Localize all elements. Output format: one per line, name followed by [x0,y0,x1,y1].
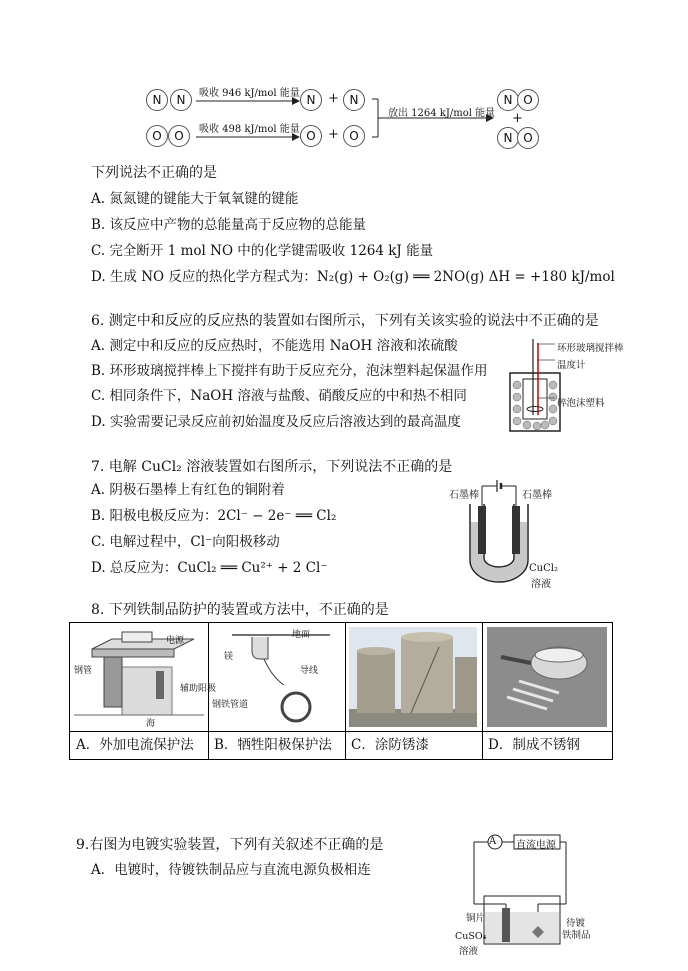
power-source-label: 直流电源 [516,840,556,851]
anode-label: 辅助阳极 [180,684,217,694]
caption-a: A．外加电流保护法 [70,731,208,759]
q8-cell-d [482,623,612,759]
label-leader-lines [537,340,557,405]
atom-o: O [517,127,539,149]
copper-label: 铜片 [466,913,486,924]
q6-option-b: B. 环形玻璃搅拌棒上下搅拌有助于反应充分，泡沫塑料起保温作用 [91,363,488,379]
pipe-label: 钢管 [74,666,93,676]
ammeter-label: A [489,836,497,847]
atom-n: N [497,89,519,111]
magnesium-label: 镁 [224,652,234,662]
solution-label: CuCl₂ [529,563,558,574]
q6-option-a: A. 测定中和反应的反应热时，不能选用 NaOH 溶液和浓硫酸 [91,338,458,354]
q7-option-a: A. 阴极石墨棒上有红色的铜附着 [91,482,285,498]
arrow-right-icon [196,133,300,141]
q7-stem: 7. 电解 CuCl₂ 溶液装置如右图所示，下列说法不正确的是 [91,459,453,475]
q8-stem: 8. 下列铁制品防护的装置或方法中，不正确的是 [91,602,389,618]
stainless-steel-photo [487,627,607,727]
q6-option-d: D. 实验需要记录反应前初始温度及反应后溶液达到的最高温度 [91,414,461,430]
plus-sign: + [512,111,523,126]
power-label: 电源 [166,636,185,646]
impressed-current-diagram [74,627,204,727]
q6-option-c: C. 相同条件下，NaOH 溶液与盐酸、硝酸反应的中和热不相同 [91,388,467,404]
caption-d: D．制成不锈钢 [482,731,612,759]
sacrificial-anode-diagram [212,627,340,727]
absorb-n2-label: 吸收 946 kJ/mol 能量 [199,88,300,99]
plus-sign: + [328,127,339,142]
q9-stem: 9.右图为电镀实验装置，下列有关叙述不正确的是 [76,837,384,853]
left-rod-label: 石墨棒 [449,490,479,501]
q9-option-a: A．电镀时，待镀铁制品应与直流电源负极相连 [91,862,371,878]
solution-label: 溶液 [459,946,479,957]
q5-option-d: D. 生成 NO 反应的热化学方程式为：N₂(g) + O₂(g) ══ 2NO(g) ΔH = +180 kJ/mol [91,269,615,285]
caption-b: B．牺牲阳极保护法 [208,731,345,759]
q6-stem: 6. 测定中和反应的反应热的装置如右图所示，下列有关该实验的说法中不正确的是 [91,313,599,329]
q5-option-b: B. 该反应中产物的总能量高于反应物的总能量 [91,217,367,233]
atom-n: N [146,89,168,111]
q5-stem: 下列说法不正确的是 [91,165,217,181]
arrow-right-icon [196,97,300,105]
atom-n: N [170,89,192,111]
plated-label-2: 铁制品 [562,930,591,941]
foam-label: 碎泡沫塑料 [557,398,605,409]
atom-n: N [343,89,365,111]
pipeline-label: 钢铁管道 [212,700,249,710]
plus-sign: + [328,91,339,106]
atom-o: O [146,125,168,147]
caption-c: C．涂防锈漆 [345,731,482,759]
q8-cell-b [208,623,346,759]
atom-o: O [168,125,190,147]
ground-label: 地面 [292,630,311,640]
plated-label-1: 待镀 [566,918,586,929]
wire-label: 导线 [300,666,319,676]
solution-word-label: 溶液 [531,579,551,590]
thermometer-label: 温度计 [557,360,586,371]
q8-figure-table [69,622,613,760]
stirrer-label: 环形玻璃搅拌棒 [557,343,624,354]
absorb-o2-label: 吸收 498 kJ/mol 能量 [199,124,300,135]
right-rod-label: 石墨棒 [522,490,552,501]
q5-option-c: C. 完全断开 1 mol NO 中的化学键需吸收 1264 kJ 能量 [91,243,434,259]
atom-o: O [517,89,539,111]
sea-label: 海 [146,719,156,729]
atom-o: O [343,125,365,147]
atom-n: N [300,89,322,111]
q7-option-b: B. 阳极电极反应为：2Cl⁻ − 2e⁻ ══ Cl₂ [91,508,337,524]
q8-cell-c [345,623,483,759]
atom-o: O [300,125,322,147]
storage-tanks-photo [349,627,477,727]
cuso4-label: CuSO₄ [455,931,487,942]
q7-option-c: C. 电解过程中，Cl⁻向阳极移动 [91,534,280,550]
q5-option-a: A. 氮氮键的键能大于氧氧键的键能 [91,191,299,207]
q7-option-d: D. 总反应为：CuCl₂ ══ Cu²⁺ + 2 Cl⁻ [91,560,328,576]
q8-cell-a [70,623,217,759]
release-label: 放出 1264 kJ/mol 能量 [388,108,496,119]
atom-n: N [497,127,519,149]
